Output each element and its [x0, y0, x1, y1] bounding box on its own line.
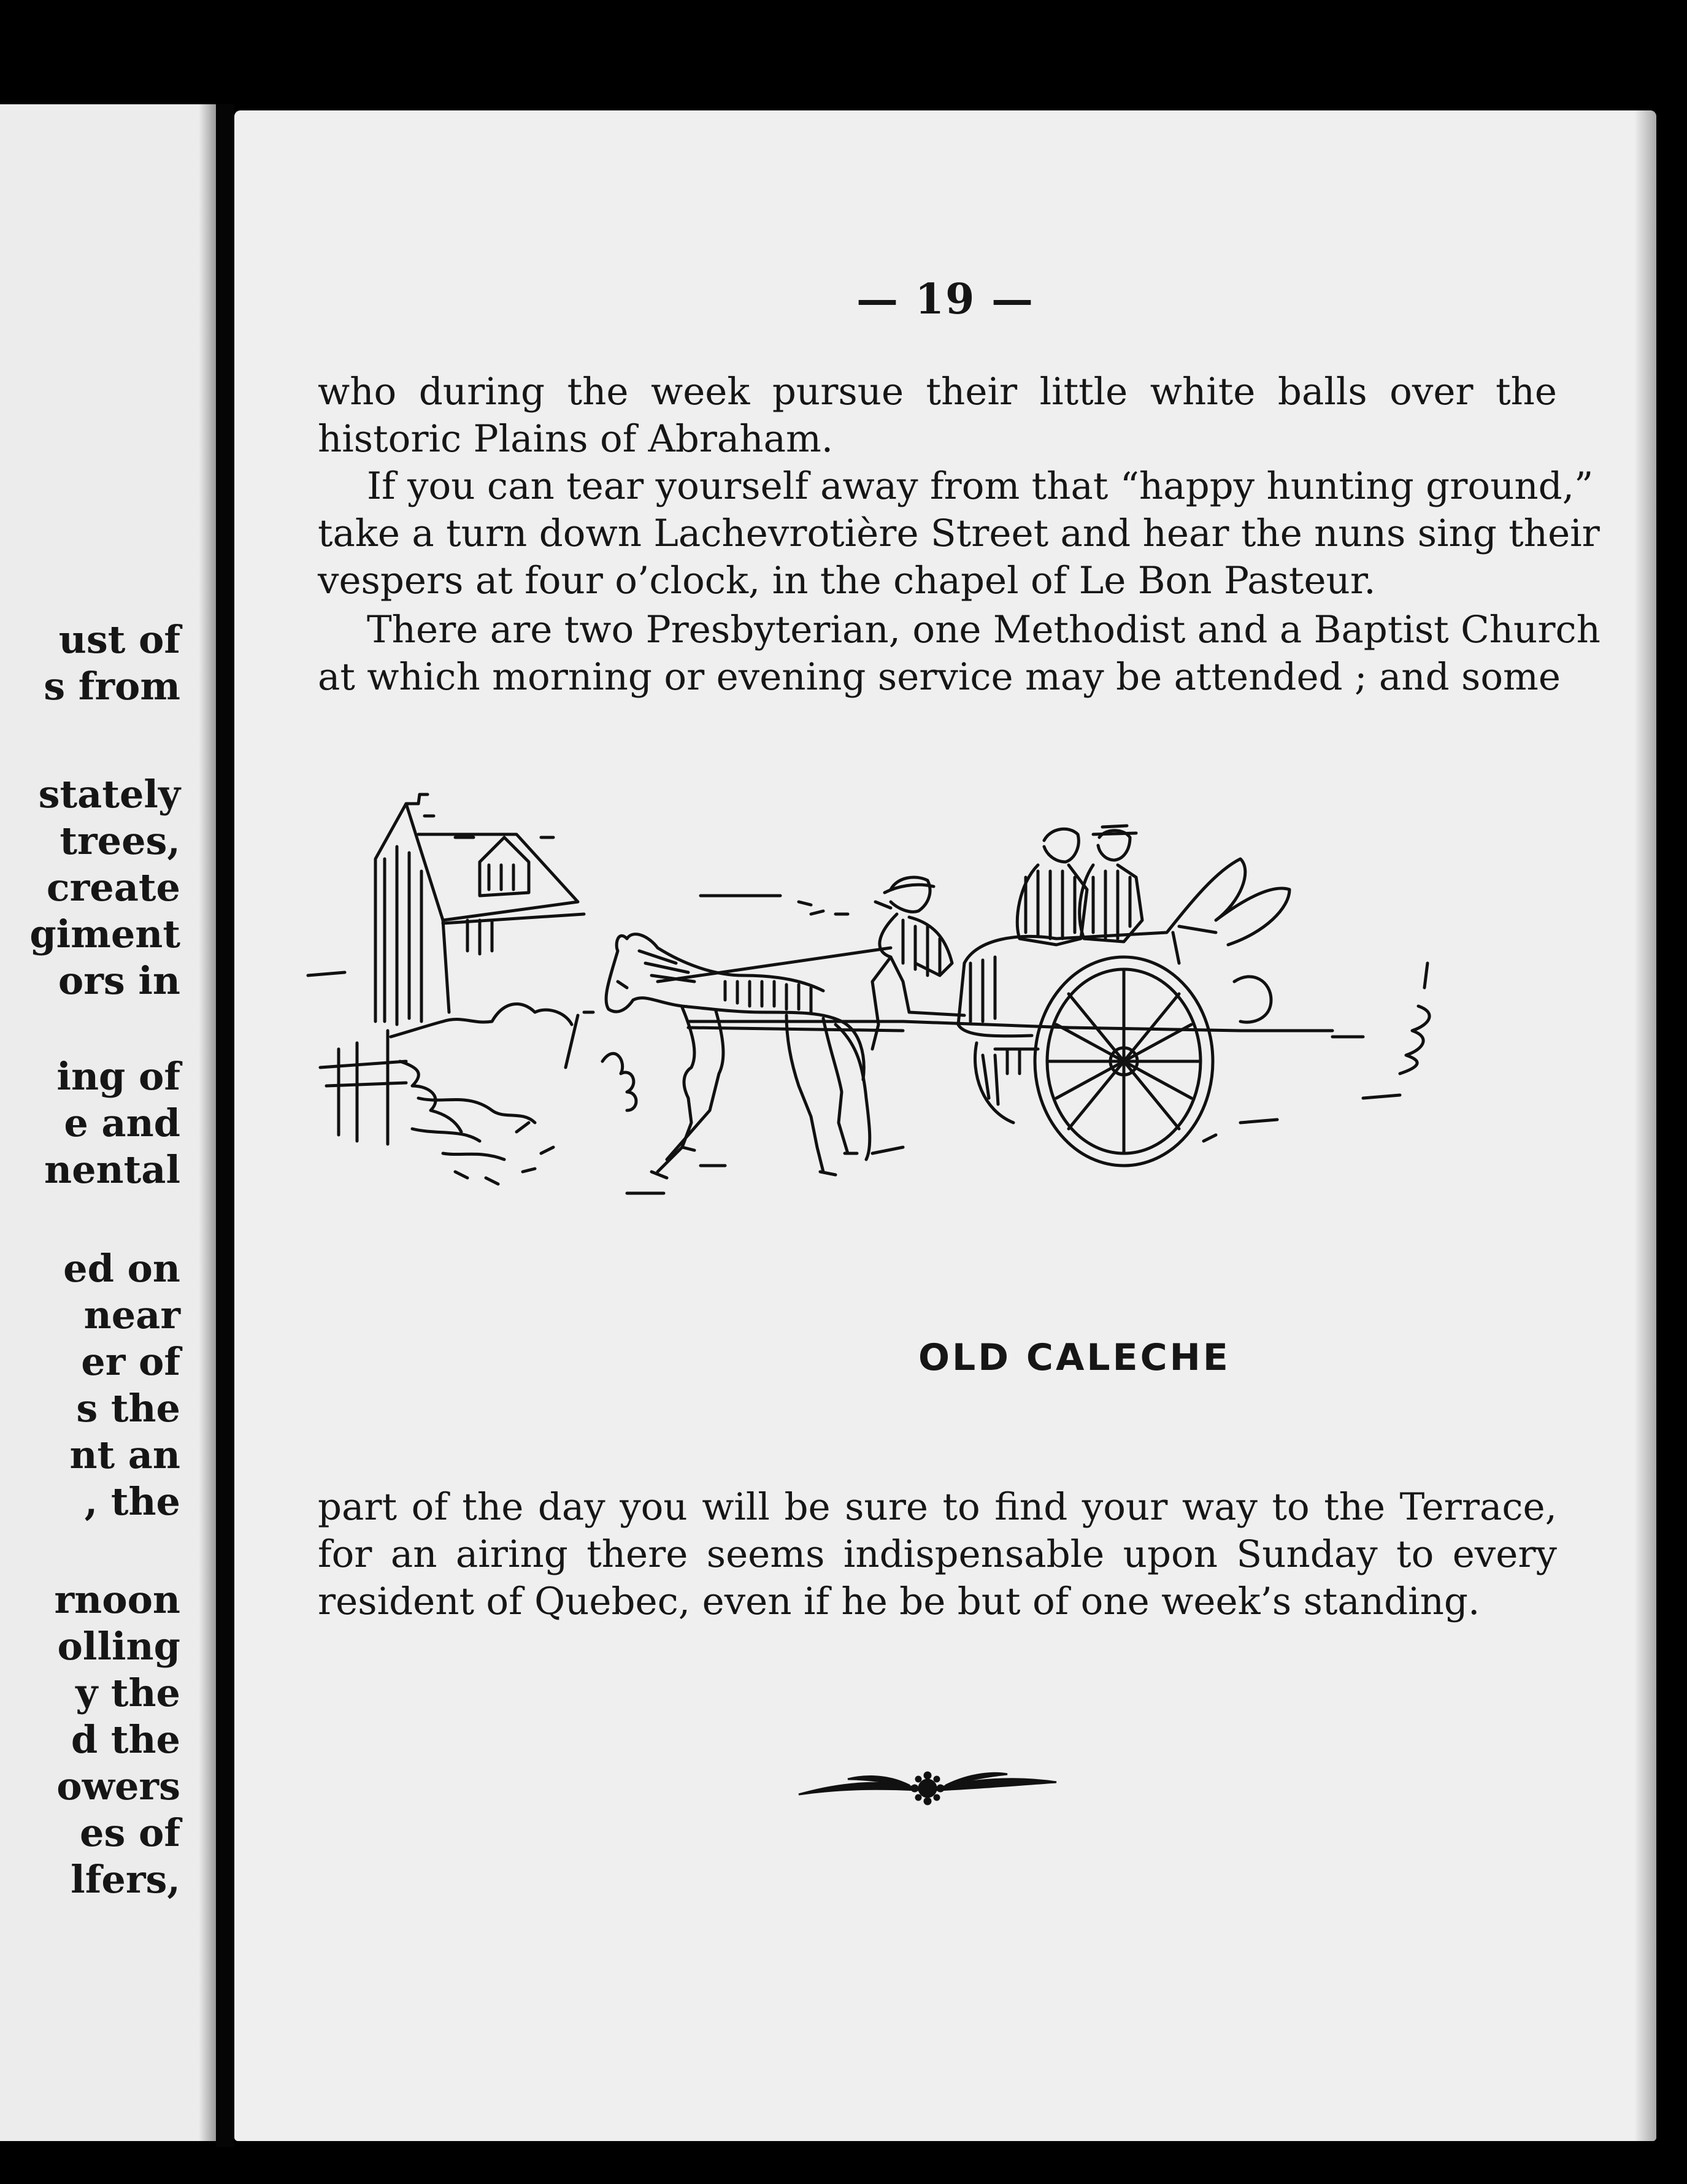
text-line: take a turn down Lachevrotière Street and hear the nuns sing their	[318, 512, 1600, 555]
left-page-line: s the	[76, 1386, 180, 1431]
illustration-caption: OLD CALECHE	[918, 1336, 1231, 1379]
paragraph-churches	[318, 606, 1601, 701]
gutter-shadow	[199, 104, 216, 2141]
house-drawing	[375, 794, 584, 1025]
left-page-line: trees,	[60, 818, 180, 863]
text-line: for an airing there seems indispensable upon Sunday to every	[318, 1532, 1557, 1576]
left-page-line: s from	[44, 664, 180, 709]
paragraph-terrace	[318, 1483, 1557, 1625]
left-page-line: olling	[57, 1624, 180, 1669]
left-page-line: d the	[71, 1717, 180, 1762]
previous-page-fragment	[0, 104, 216, 2141]
fence-bushes-drawing	[308, 972, 664, 1193]
left-page-line: stately	[38, 772, 180, 817]
text-line: resident of Quebec, even if he be but of one week’s standing.	[318, 1580, 1480, 1623]
left-page-line: ors in	[58, 958, 180, 1003]
page-number: — 19 —	[856, 275, 1034, 324]
left-page-line: er of	[81, 1339, 180, 1384]
text-line: There are two Presbyterian, one Methodist and a Baptist Church	[367, 608, 1601, 652]
book-page	[234, 110, 1656, 2141]
left-page-line: , the	[84, 1479, 180, 1524]
caleche-illustration	[259, 779, 1639, 1325]
left-page-line: nental	[44, 1147, 180, 1192]
paragraph-vespers	[318, 463, 1600, 604]
left-page-line: y the	[75, 1671, 180, 1715]
text-line: at which morning or evening service may be attended ; and some	[318, 655, 1561, 699]
paragraph-golf	[318, 368, 1557, 463]
wheel-drawing	[975, 957, 1213, 1166]
left-page-line: ust of	[58, 617, 180, 662]
left-page-line: create	[46, 865, 180, 910]
left-page-line: lfers,	[71, 1857, 180, 1902]
left-page-line: ing of	[56, 1054, 180, 1099]
text-line: historic Plains of Abraham.	[318, 417, 834, 461]
left-page-line: ed on	[63, 1246, 180, 1291]
flourish-ornament	[793, 1767, 1063, 1810]
text-line: vespers at four o’clock, in the chapel of Le Bon Pasteur.	[318, 559, 1376, 602]
left-page-line: es of	[80, 1810, 180, 1855]
text-line: part of the day you will be sure to find your way to the Terrace,	[318, 1485, 1557, 1529]
left-page-line: giment	[29, 912, 180, 956]
left-page-line: e and	[64, 1101, 180, 1145]
left-page-line: near	[83, 1293, 180, 1337]
text-line: who during the week pursue their little white balls over the	[318, 370, 1557, 413]
left-page-line: owers	[56, 1764, 180, 1809]
book-binding	[216, 104, 234, 2147]
passengers-drawing	[1017, 826, 1142, 945]
text-line: If you can tear yourself away from that “happy hunting ground,”	[367, 464, 1594, 508]
left-page-line: nt an	[69, 1432, 180, 1477]
left-page-line: rnoon	[54, 1577, 180, 1622]
